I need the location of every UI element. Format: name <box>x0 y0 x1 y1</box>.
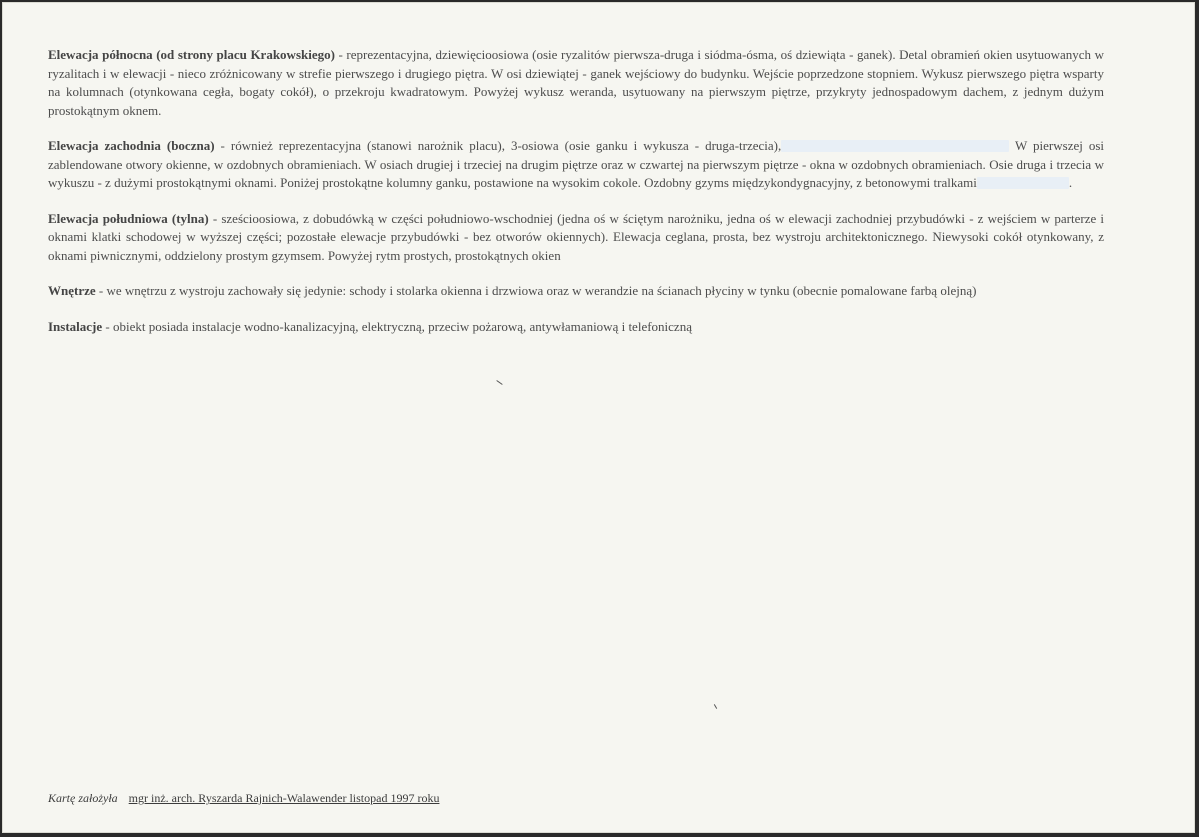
document-body <box>48 46 1104 353</box>
author-signature: mgr inż. arch. Ryszarda Rajnich-Walawender listopad 1997 roku <box>128 791 440 805</box>
redacted-text <box>977 177 1069 189</box>
section-south-elevation <box>48 210 1104 266</box>
scan-speck <box>714 704 717 709</box>
section-north-elevation <box>48 46 1104 120</box>
section-interior <box>48 282 1104 301</box>
scan-speck <box>496 380 502 385</box>
section-text: - sześcioosiowa, z dobudówką w części południowo-wschodniej (jedna oś w ściętym narożniku, jedna oś w elewacji zachodniej przybudówki - z wejściem w parterze i oknami klatki schodowej w wyższej części; pozostałe elewacje przybudówki - bez otworów okiennych). Elewacja ceglana, prosta, bez wystroju architektonicznego. Niewysoki cokół otynkowany, z oknami piwnicznymi, oddzielony prostym gzymsem. Powyżej rytm prostych, prostokątnych okien <box>48 210 1105 263</box>
section-installations <box>48 318 1104 337</box>
document-page <box>2 2 1195 833</box>
section-text: - obiekt posiada instalacje wodno-kanalizacyjną, elektryczną, przeciw pożarową, antywłamaniową i telefoniczną <box>102 318 692 334</box>
section-text: . <box>1068 175 1073 190</box>
section-west-elevation <box>48 137 1104 193</box>
section-heading: Elewacja południowa (tylna) <box>48 210 209 226</box>
section-text: W pierwszej osi zablendowane otwory okienne, w ozdobnych obramieniach. W osiach drugiej i trzeciej na drugim piętrze oraz w czwartej na pierwszym piętrze - okna w ozdobnych obramieniach. Osie druga i trzecia w wykuszu - z dużymi prostokątnymi oknami. Poniżej prostokątne kolumny ganku, postawione na wysokim cokole. Ozdobny gzyms międzykondygnacyjny, z betonowymi tralkami <box>48 138 1105 190</box>
redacted-text <box>781 140 1009 152</box>
section-text: - reprezentacyjna, dziewięcioosiowa (osie ryzalitów pierwsza-druga i siódma-ósma, oś dziewiąta - ganek). Detal obramień okien usytuowanych w ryzalitach i w elewacji - nieco zróżnicowany w strefie pierwszego i drugiego piętra. W osi dziewiątej - ganek wejściowy do budynku. Wejście poprzedzone stopniem. Wykusz pierwszego piętra wsparty na kolumnach (otynkowana cegła, bogaty cokół), o przekroju kwadratowym. Powyżej wykusz weranda, usytuowany na pierwszym piętrze, przykryty jednospadowym dachem, z jednym dużym prostokątnym oknem. <box>48 47 1104 118</box>
section-text: - we wnętrzu z wystroju zachowały się jedynie: schody i stolarka okienna i drzwiowa oraz w werandzie na ścianach płyciny w tynku (obecnie pomalowane farbą olejną) <box>95 283 977 298</box>
section-heading: Instalacje <box>48 318 103 334</box>
section-heading: Wnętrze <box>48 283 96 298</box>
section-text: - również reprezentacyjna (stanowi narożnik placu), 3-osiowa (osie ganku i wykusza - druga-trzecia), <box>214 138 782 153</box>
author-footer <box>48 791 439 806</box>
section-heading: Elewacja północna (od strony placu Krakowskiego) <box>48 47 335 62</box>
section-heading: Elewacja zachodnia (boczna) <box>48 138 215 153</box>
author-label: Kartę założyła <box>48 791 118 805</box>
